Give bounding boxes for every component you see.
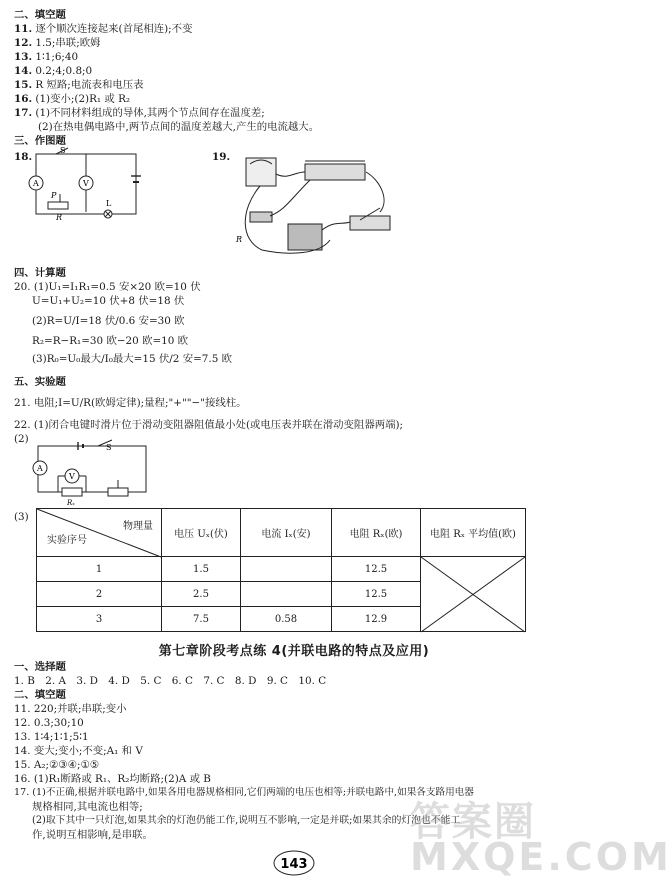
page-number-badge	[268, 848, 320, 878]
answer-line-17: 17. (1)不同材料组成的导体,其两个节点间存在温度差;	[14, 107, 265, 119]
answer-line-17b: (2)在热电偶电路中,两节点间的温度差越大,产生的电流越大。	[38, 121, 320, 133]
answer2-line-17: 17. (1)不正确,根据并联电路中,如果各用电器规格相同,它们两端的电压也相等;并联电路中,如果各支路用电器	[14, 787, 474, 798]
label-a-22: A	[37, 464, 43, 473]
q22-line: 22. (1)闭合电键时滑片位于滑动变阻器阻值最小处(或电压表并联在滑动变阻器两端);	[14, 419, 404, 431]
label-v: V	[83, 179, 89, 188]
answer2-line-17b: 规格相同,其电流也相等;	[32, 801, 143, 813]
header-resistance: 电阻 Rₓ(欧)	[332, 509, 421, 557]
answer-line-14: 14. 0.2;4;0.8;0	[14, 65, 93, 77]
choice-heading: 一、选择题	[14, 661, 66, 673]
apparatus-picture-19	[230, 150, 410, 262]
answer2-line-17c: (2)取下其中一只灯泡,如果其余的灯泡仍能工作,说明互不影响,一定是并联;如果其余的灯泡也不能工	[32, 815, 461, 826]
label-r-19: R	[236, 235, 243, 244]
corner-top-label: 物理量	[123, 521, 153, 532]
watermark-url: MXQE.COM	[410, 835, 672, 879]
answer2-line-12: 12. 0.3;30;10	[14, 717, 84, 729]
label-s: S	[60, 146, 66, 155]
answer2-line-14: 14. 变大;变小;不变;A₁ 和 V	[14, 745, 143, 757]
answer-line-11: 11. 逐个顺次连接起来(首尾相连);不变	[14, 23, 193, 35]
corner-bottom-label: 实验序号	[47, 535, 87, 546]
average-cell-diagonals	[421, 557, 525, 632]
table-row: 1 1.5 12.5	[37, 557, 526, 582]
label-p: P	[51, 191, 57, 200]
chapter-title: 第七章阶段考点练 4(并联电路的特点及应用)	[158, 644, 430, 659]
data-table	[36, 508, 526, 632]
table-row: 3 7.5 0.58 12.9	[37, 607, 526, 632]
header-average: 电阻 Rₓ 平均值(欧)	[421, 509, 526, 557]
answer-line-13: 13. 1∶1;6;40	[14, 51, 79, 63]
page-number: 143	[280, 857, 308, 872]
table-corner	[37, 509, 162, 557]
header-voltage: 电压 Uₓ(伏)	[162, 509, 241, 557]
label-s-22: S	[106, 443, 112, 452]
calc-line-4: R₂=R−R₁=30 欧−20 欧=10 欧	[32, 335, 189, 347]
calc-line-2: U=U₁+U₂=10 伏+8 伏=18 伏	[32, 295, 185, 307]
label-l: L	[106, 199, 112, 208]
calc-heading: 四、计算题	[14, 267, 66, 279]
answer-line-15: 15. R 短路;电流表和电压表	[14, 79, 144, 91]
choice-answers: 1. B 2. A 3. D 4. D 5. C 6. C 7. C 8. D 9. C 10. C	[14, 675, 327, 687]
label-a: A	[33, 179, 39, 188]
q22-part2: (2)	[14, 433, 29, 445]
q21-line: 21. 电阻;I=U/R(欧姆定律);量程;"+""−"接线柱。	[14, 397, 247, 409]
circuit-diagram-18	[26, 146, 146, 224]
calc-line-3: (2)R=U/I=18 伏/0.6 安=30 欧	[32, 315, 185, 327]
answer2-line-13: 13. 1∶4;1∶1;5∶1	[14, 731, 89, 743]
q22-part3: (3)	[14, 511, 29, 523]
answer2-line-17d: 作,说明互相影响,是串联。	[32, 829, 153, 841]
answer2-line-16: 16. (1)R₁断路或 R₁、R₂均断路;(2)A 或 B	[14, 773, 211, 785]
table-row: 2 2.5 12.5	[37, 582, 526, 607]
label-r: R	[56, 213, 63, 222]
answer2-line-11: 11. 220;并联;串联;变小	[14, 703, 127, 715]
average-cell	[421, 557, 526, 632]
answer2-line-15: 15. A₂;②③④;①⑤	[14, 759, 100, 771]
answer-line-16: 16. (1)变小;(2)R₁ 或 R₂	[14, 93, 131, 105]
calc-line-1: 20. (1)U₁=I₁R₁=0.5 安×20 欧=10 伏	[14, 281, 201, 293]
calc-line-5: (3)R₀=U₀最大/I₀最大=15 伏/2 安=7.5 欧	[32, 353, 233, 365]
header-current: 电流 Iₓ(安)	[241, 509, 332, 557]
label-rx-22: Rₓ	[67, 499, 75, 507]
circuit-diagram-22	[28, 438, 150, 508]
q19-label: 19.	[212, 151, 231, 163]
draw-heading: 三、作图题	[14, 135, 66, 147]
label-v-22: V	[69, 472, 75, 481]
fill-heading-2: 二、填空题	[14, 689, 66, 701]
exp-heading: 五、实验题	[14, 376, 66, 388]
fill-heading: 二、填空题	[14, 9, 66, 21]
q18-label: 18.	[14, 151, 33, 163]
answer-line-12: 12. 1.5;串联;欧姆	[14, 37, 101, 49]
watermark-logo: 答案圈	[410, 799, 536, 845]
